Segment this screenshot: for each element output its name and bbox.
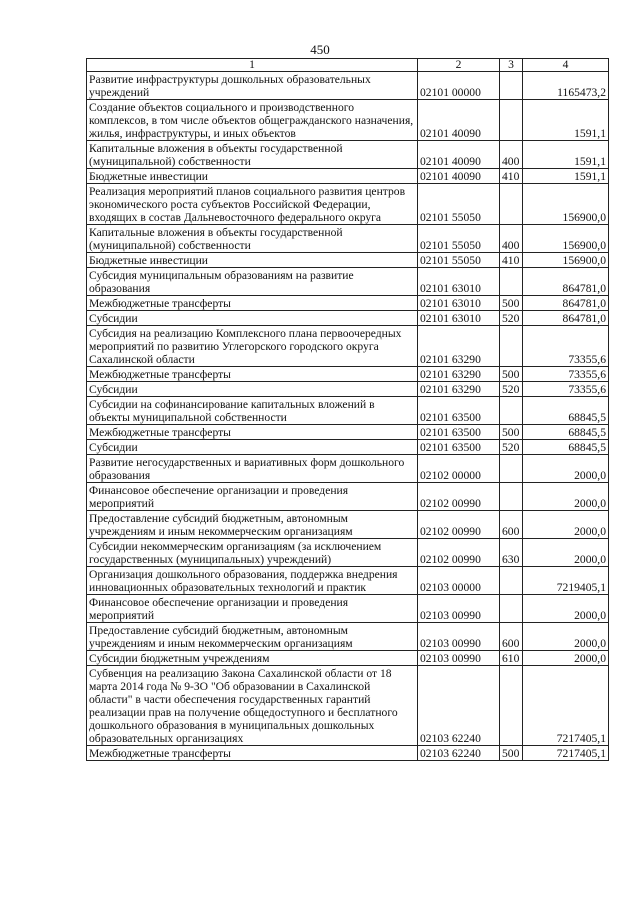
row-code-cell: 02101 63010: [418, 311, 500, 326]
table-header: [87, 59, 609, 72]
row-type-cell: [500, 100, 523, 141]
row-name-cell: Субвенция на реализацию Закона Сахалинской области от 18 марта 2014 года № 9-ЗО "Об образовании в Сахалинской области" в части обеспечения государственных гарантий реализации прав на получение общедоступного и бесплатного дошкольного образования в муниципальных дошкольных образовательных организациях: [87, 666, 418, 746]
row-sum-cell: 73355,6: [523, 326, 609, 367]
row-sum-cell: 156900,0: [523, 253, 609, 268]
row-sum-cell: 7219405,1: [523, 567, 609, 595]
row-sum-cell: 1591,1: [523, 100, 609, 141]
row-name-cell: Капитальные вложения в объекты государственной (муниципальной) собственности: [87, 141, 418, 169]
row-type-cell: [500, 397, 523, 425]
table-row: [87, 141, 609, 169]
row-sum-cell: 68845,5: [523, 425, 609, 440]
row-type-cell: 630: [500, 539, 523, 567]
table-row: [87, 651, 609, 666]
table-row: [87, 511, 609, 539]
row-type-cell: 500: [500, 296, 523, 311]
row-code-cell: 02102 00990: [418, 539, 500, 567]
header-col-2: 2: [418, 59, 500, 72]
row-type-cell: [500, 567, 523, 595]
table-row: [87, 184, 609, 225]
row-name-cell: Бюджетные инвестиции: [87, 253, 418, 268]
row-name-cell: Капитальные вложения в объекты государственной (муниципальной) собственности: [87, 225, 418, 253]
row-code-cell: 02101 63500: [418, 425, 500, 440]
table-row: [87, 746, 609, 761]
row-name-cell: Субсидии на софинансирование капитальных вложений в объекты муниципальной собственности: [87, 397, 418, 425]
row-code-cell: 02101 63290: [418, 367, 500, 382]
row-type-cell: 610: [500, 651, 523, 666]
row-sum-cell: 7217405,1: [523, 666, 609, 746]
row-code-cell: 02101 63010: [418, 296, 500, 311]
row-name-cell: Межбюджетные трансферты: [87, 425, 418, 440]
row-name-cell: Субсидия на реализацию Комплексного плана первоочередных мероприятий по развитию Углегорского городского округа Сахалинской области: [87, 326, 418, 367]
header-col-3: 3: [500, 59, 523, 72]
row-name-cell: Организация дошкольного образования, поддержка внедрения инновационных образовательных технологий и практик: [87, 567, 418, 595]
row-sum-cell: 2000,0: [523, 455, 609, 483]
row-code-cell: 02101 55050: [418, 253, 500, 268]
table-row: [87, 169, 609, 184]
row-code-cell: 02101 63500: [418, 397, 500, 425]
row-name-cell: Развитие инфраструктуры дошкольных образовательных учреждений: [87, 72, 418, 100]
row-type-cell: 520: [500, 382, 523, 397]
table-row: [87, 367, 609, 382]
table-row: [87, 666, 609, 746]
row-type-cell: [500, 184, 523, 225]
header-col-1: 1: [87, 59, 418, 72]
row-sum-cell: 156900,0: [523, 225, 609, 253]
table-row: [87, 72, 609, 100]
row-type-cell: [500, 666, 523, 746]
table-row: [87, 623, 609, 651]
row-name-cell: Финансовое обеспечение организации и проведения мероприятий: [87, 483, 418, 511]
row-code-cell: 02101 40090: [418, 100, 500, 141]
table-row: [87, 100, 609, 141]
table-row: [87, 225, 609, 253]
row-code-cell: 02102 00000: [418, 455, 500, 483]
row-type-cell: [500, 72, 523, 100]
row-code-cell: 02103 62240: [418, 746, 500, 761]
header-col-4: 4: [523, 59, 609, 72]
row-name-cell: Межбюджетные трансферты: [87, 367, 418, 382]
row-name-cell: Бюджетные инвестиции: [87, 169, 418, 184]
row-name-cell: Развитие негосударственных и вариативных форм дошкольного образования: [87, 455, 418, 483]
row-sum-cell: 2000,0: [523, 483, 609, 511]
row-sum-cell: 864781,0: [523, 311, 609, 326]
row-sum-cell: 2000,0: [523, 511, 609, 539]
row-type-cell: 500: [500, 367, 523, 382]
row-type-cell: 520: [500, 440, 523, 455]
row-sum-cell: 156900,0: [523, 184, 609, 225]
row-name-cell: Субсидии некоммерческим организациям (за исключением государственных (муниципальных) учреждений): [87, 539, 418, 567]
row-sum-cell: 68845,5: [523, 440, 609, 455]
row-name-cell: Субсидии бюджетным учреждениям: [87, 651, 418, 666]
row-code-cell: 02101 63010: [418, 268, 500, 296]
row-sum-cell: 73355,6: [523, 367, 609, 382]
table-row: [87, 425, 609, 440]
row-type-cell: 410: [500, 253, 523, 268]
row-code-cell: 02101 55050: [418, 225, 500, 253]
table-row: [87, 268, 609, 296]
row-name-cell: Субсидия муниципальным образованиям на развитие образования: [87, 268, 418, 296]
row-code-cell: 02101 00000: [418, 72, 500, 100]
row-type-cell: 520: [500, 311, 523, 326]
row-sum-cell: 2000,0: [523, 595, 609, 623]
row-sum-cell: 2000,0: [523, 623, 609, 651]
row-code-cell: 02103 00990: [418, 595, 500, 623]
table-row: [87, 455, 609, 483]
row-code-cell: 02102 00990: [418, 483, 500, 511]
row-name-cell: Предоставление субсидий бюджетным, автономным учреждениям и иным некоммерческим организациям: [87, 623, 418, 651]
page-number: 450: [310, 42, 330, 57]
row-name-cell: Предоставление субсидий бюджетным, автономным учреждениям и иным некоммерческим организациям: [87, 511, 418, 539]
table-row: [87, 567, 609, 595]
row-sum-cell: 7217405,1: [523, 746, 609, 761]
table-row: [87, 326, 609, 367]
table-row: [87, 253, 609, 268]
row-sum-cell: 68845,5: [523, 397, 609, 425]
row-name-cell: Субсидии: [87, 311, 418, 326]
row-code-cell: 02103 62240: [418, 666, 500, 746]
table-row: [87, 296, 609, 311]
row-code-cell: 02101 40090: [418, 169, 500, 184]
row-sum-cell: 1591,1: [523, 169, 609, 184]
row-code-cell: 02101 63290: [418, 326, 500, 367]
row-sum-cell: 2000,0: [523, 651, 609, 666]
row-name-cell: Финансовое обеспечение организации и проведения мероприятий: [87, 595, 418, 623]
table-row: [87, 440, 609, 455]
row-name-cell: Межбюджетные трансферты: [87, 746, 418, 761]
row-type-cell: [500, 595, 523, 623]
row-type-cell: 410: [500, 169, 523, 184]
table-body: [87, 72, 609, 761]
row-name-cell: Создание объектов социального и производственного комплексов, в том числе объектов общегражданского назначения, жилья, инфраструктуры, и иных объектов: [87, 100, 418, 141]
row-type-cell: 600: [500, 623, 523, 651]
row-type-cell: 500: [500, 425, 523, 440]
row-sum-cell: 2000,0: [523, 539, 609, 567]
row-code-cell: 02101 40090: [418, 141, 500, 169]
row-type-cell: 400: [500, 225, 523, 253]
row-code-cell: 02102 00990: [418, 511, 500, 539]
row-type-cell: [500, 268, 523, 296]
row-sum-cell: 1165473,2: [523, 72, 609, 100]
row-sum-cell: 864781,0: [523, 296, 609, 311]
row-type-cell: 500: [500, 746, 523, 761]
row-sum-cell: 73355,6: [523, 382, 609, 397]
table-row: [87, 539, 609, 567]
row-code-cell: 02101 63500: [418, 440, 500, 455]
row-sum-cell: 864781,0: [523, 268, 609, 296]
budget-table: [86, 58, 609, 761]
row-type-cell: 400: [500, 141, 523, 169]
table-row: [87, 595, 609, 623]
row-code-cell: 02101 63290: [418, 382, 500, 397]
row-type-cell: [500, 326, 523, 367]
row-name-cell: Субсидии: [87, 440, 418, 455]
header-row: [87, 59, 609, 72]
table-row: [87, 483, 609, 511]
row-name-cell: Реализация мероприятий планов социального развития центров экономического роста субъектов Российской Федерации, входящих в состав Дальневосточного федерального округа: [87, 184, 418, 225]
row-type-cell: [500, 455, 523, 483]
table-row: [87, 311, 609, 326]
row-code-cell: 02103 00990: [418, 651, 500, 666]
row-sum-cell: 1591,1: [523, 141, 609, 169]
row-code-cell: 02103 00000: [418, 567, 500, 595]
row-name-cell: Субсидии: [87, 382, 418, 397]
row-type-cell: 600: [500, 511, 523, 539]
row-name-cell: Межбюджетные трансферты: [87, 296, 418, 311]
table-row: [87, 397, 609, 425]
table-row: [87, 382, 609, 397]
row-code-cell: 02101 55050: [418, 184, 500, 225]
row-type-cell: [500, 483, 523, 511]
row-code-cell: 02103 00990: [418, 623, 500, 651]
